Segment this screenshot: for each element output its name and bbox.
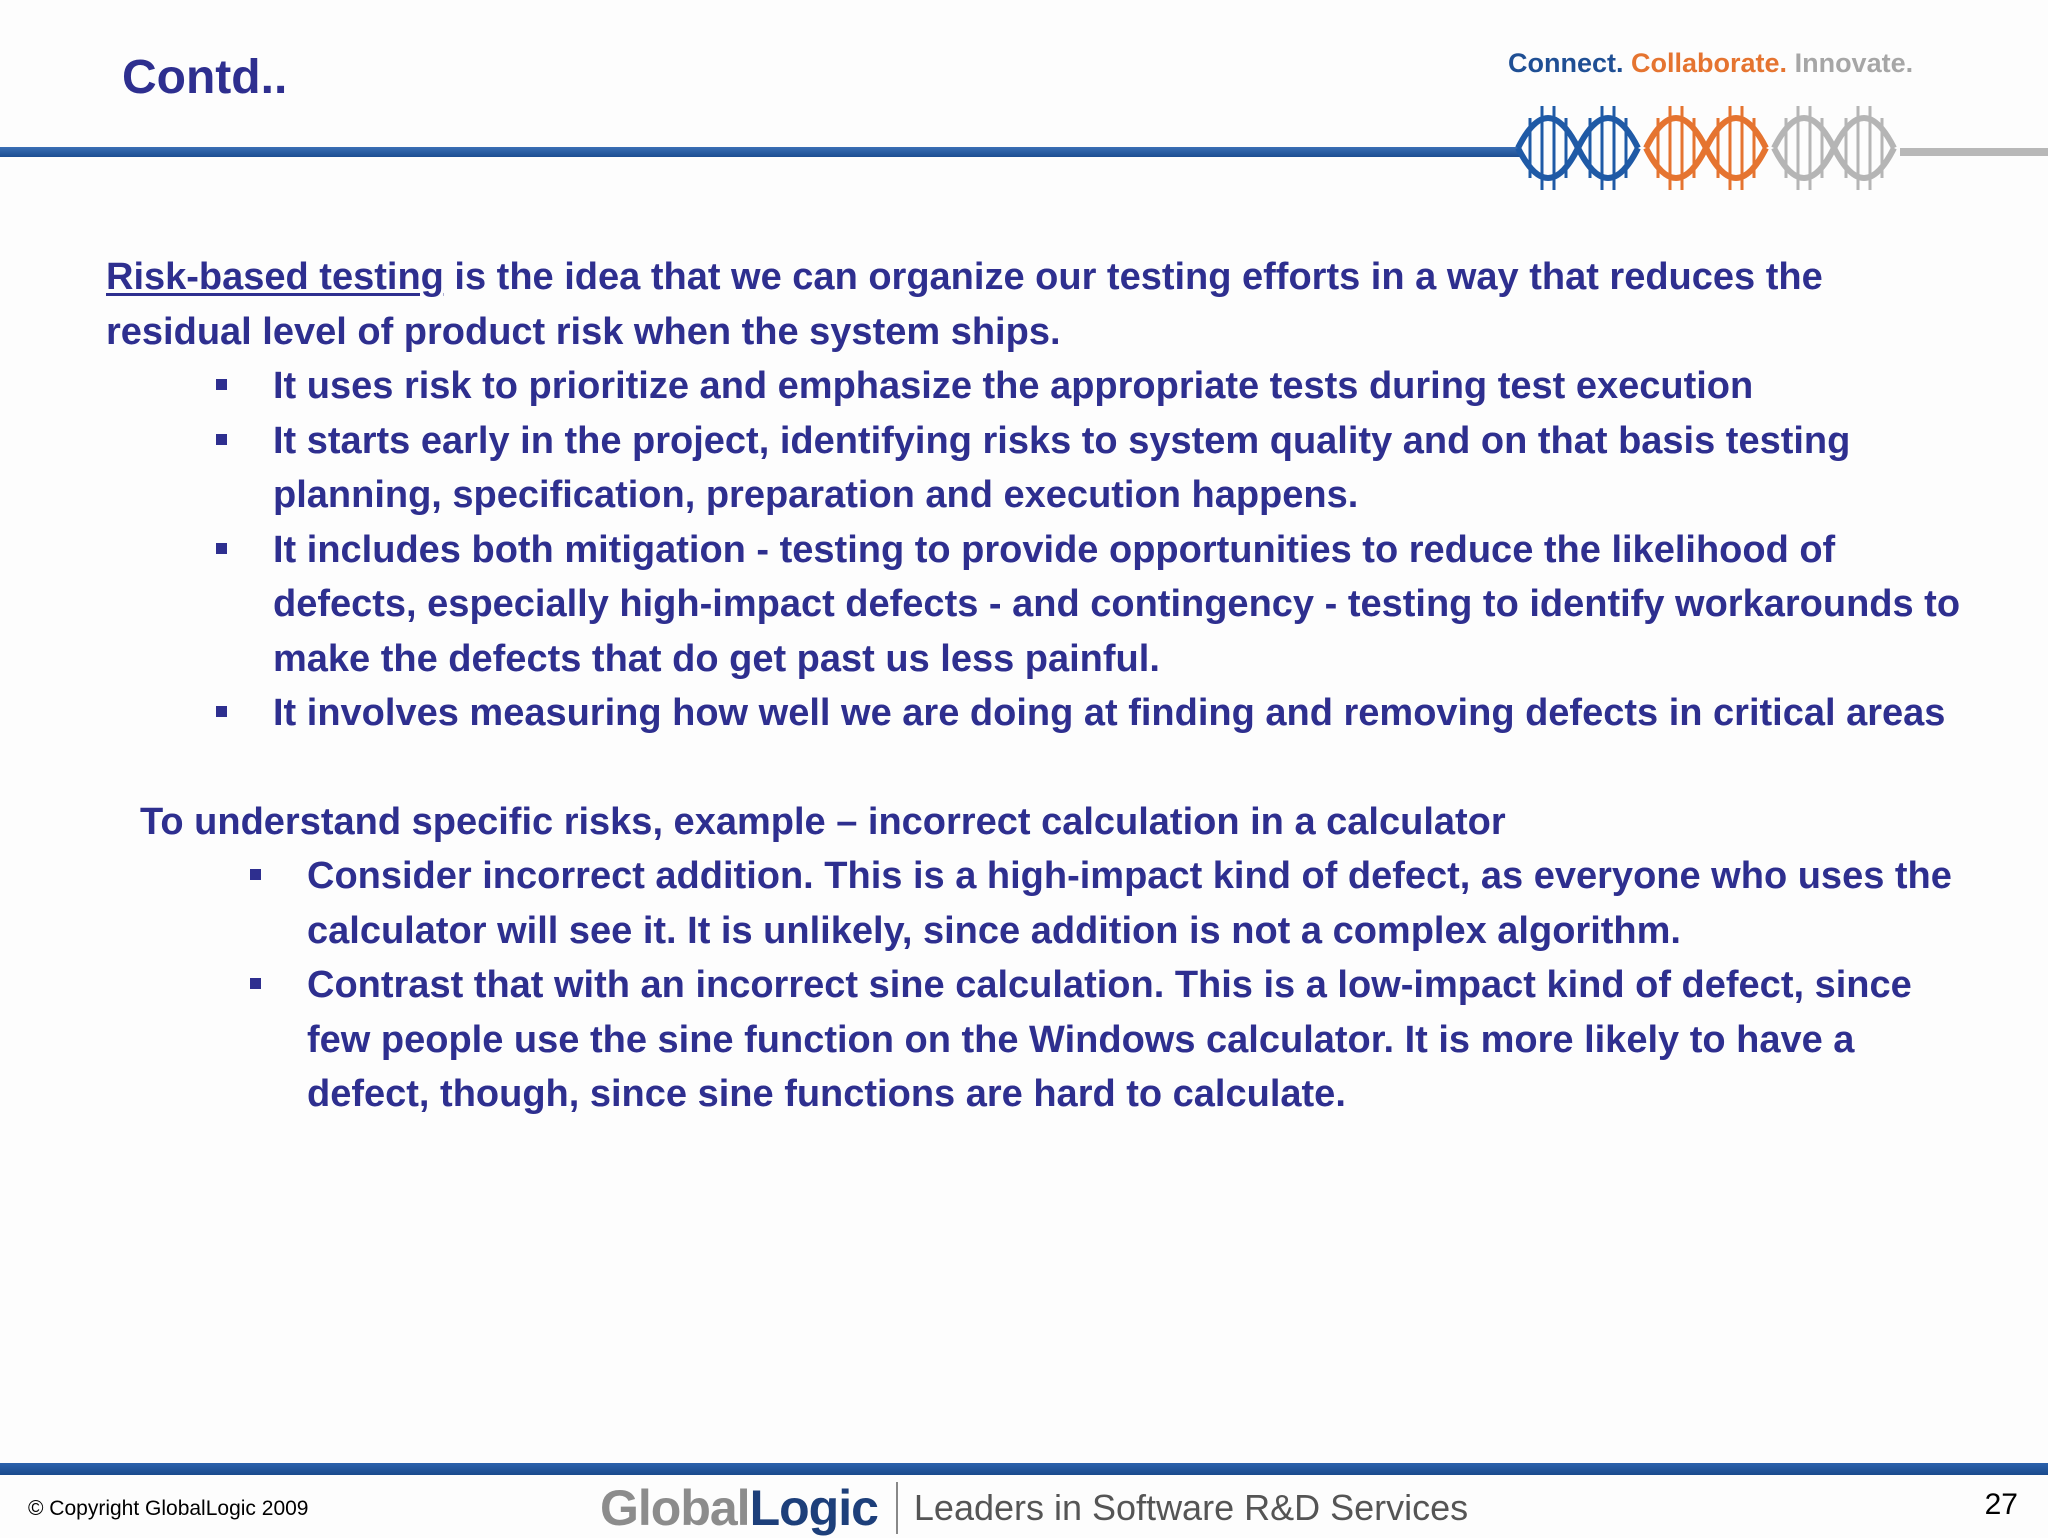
bullet-list	[273, 359, 1976, 741]
list-item	[273, 414, 1976, 523]
slide-title: Contd..	[122, 51, 288, 104]
square-bullet-icon	[250, 869, 261, 880]
page-number: 27	[1984, 1488, 2018, 1521]
example-bullet-list	[307, 849, 1976, 1122]
footer-slogan: Leaders in Software R&D Services	[913, 1487, 1469, 1528]
footer-rule	[0, 1463, 2048, 1475]
bullet-text: Contrast that with an incorrect sine calculation. This is a low-impact kind of defect, since few people use the sine function on the Windows calculator. It is more likely to have a defect, though, since sine functions are hard to calculate.	[307, 964, 1912, 1115]
bullet-text: Consider incorrect addition. This is a high-impact kind of defect, as everyone who uses the calculator will see it. It is unlikely, since addition is not a complex algorithm.	[307, 855, 1952, 952]
intro-paragraph	[106, 250, 1976, 359]
slide-body	[106, 250, 1976, 1122]
list-item	[307, 958, 1976, 1122]
square-bullet-icon	[216, 706, 227, 717]
risk-based-testing-term: Risk-based testing	[106, 256, 444, 298]
dna-helix-icon	[1508, 88, 1908, 208]
tagline-connect: Connect.	[1508, 48, 1624, 78]
bullet-text: It starts early in the project, identifying risks to system quality and on that basis testing planning, specification, preparation and execution happens.	[273, 419, 1851, 516]
globallogic-logo	[600, 1478, 1468, 1538]
logo-logic-text: Logic	[749, 1480, 878, 1536]
example-heading: To understand specific risks, example – incorrect calculation in a calculator	[140, 800, 1506, 843]
copyright: © Copyright GlobalLogic 2009	[28, 1497, 309, 1520]
bullet-text: It uses risk to prioritize and emphasize the appropriate tests during test execution	[273, 365, 1754, 407]
tagline	[1508, 48, 1913, 79]
list-item	[307, 849, 1976, 958]
header-rule	[0, 147, 1520, 157]
intro-text: is the idea that we can organize our testing efforts in a way that reduces the residual level of product risk when the system ships.	[106, 256, 1823, 353]
square-bullet-icon	[250, 978, 261, 989]
list-item	[273, 686, 1976, 741]
bullet-text: It includes both mitigation - testing to provide opportunities to reduce the likelihood of defects, especially high-impact defects - and contingency - testing to identify workarounds to make the defects that do get past us less painful.	[273, 528, 1961, 680]
example-section	[140, 795, 1976, 1122]
square-bullet-icon	[216, 434, 227, 445]
header-rule-right	[1900, 148, 2048, 156]
square-bullet-icon	[216, 543, 227, 554]
bullet-text: It involves measuring how well we are doing at finding and removing defects in critical areas	[273, 692, 1946, 734]
logo-divider	[896, 1482, 898, 1534]
list-item	[273, 359, 1976, 414]
tagline-collaborate: Collaborate.	[1631, 48, 1788, 78]
logo-global-text: Global	[600, 1480, 750, 1536]
tagline-innovate: Innovate.	[1794, 48, 1914, 78]
square-bullet-icon	[216, 379, 227, 390]
list-item	[273, 523, 1976, 687]
